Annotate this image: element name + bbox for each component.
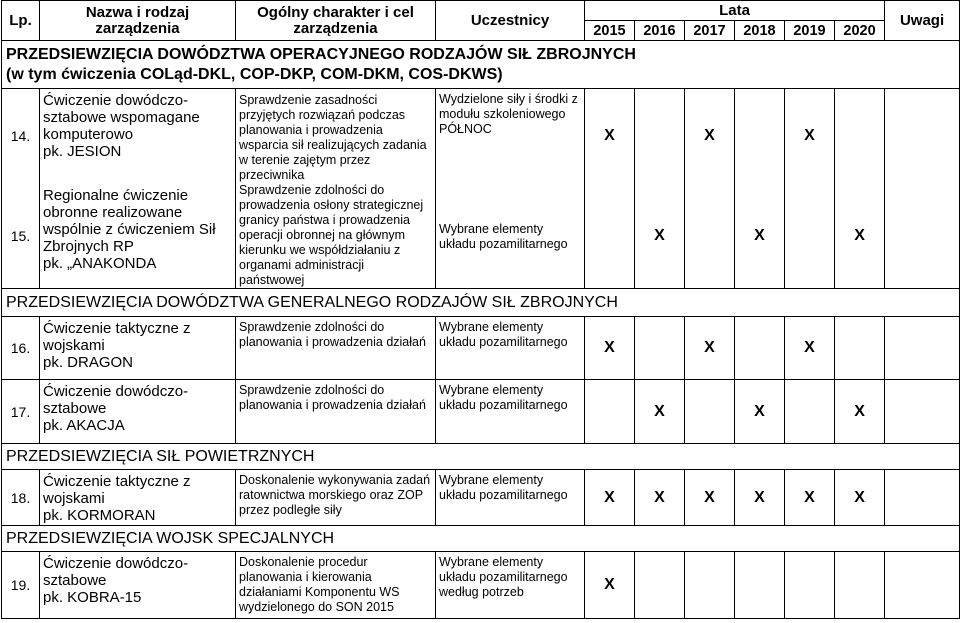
mark-2015 bbox=[585, 184, 635, 289]
table-row bbox=[2, 89, 960, 184]
row-codename: pk. KORMORAN bbox=[43, 507, 156, 524]
row-codename: pk. KOBRA-15 bbox=[43, 589, 142, 606]
row-name-text: Ćwiczenie dowódczo-sztabowe wspomagane komputerowo bbox=[43, 92, 200, 143]
mark-2020 bbox=[835, 317, 885, 380]
mark-2020: X bbox=[835, 184, 885, 289]
mark-2020: X bbox=[835, 380, 885, 444]
mark-2017 bbox=[685, 184, 735, 289]
year-2016: 2016 bbox=[635, 21, 685, 41]
row-description: Sprawdzenie zdolności do planowania i prowadzenia działań bbox=[236, 317, 436, 380]
header-notes: Uwagi bbox=[885, 1, 960, 41]
table-row bbox=[2, 380, 960, 444]
row-name bbox=[40, 552, 236, 619]
section-row bbox=[2, 41, 960, 89]
row-codename: pk. „ANAKONDA bbox=[43, 254, 157, 272]
row-name bbox=[40, 470, 236, 526]
row-description: Doskonalenie wykonywania zadań ratownictwa morskiego oraz ZOP przez podległe siły bbox=[236, 470, 436, 526]
section-title-cell bbox=[2, 41, 960, 89]
table-row bbox=[2, 552, 960, 619]
row-participants: Wybrane elementy układu pozamilitarnego według potrzeb bbox=[436, 552, 585, 619]
mark-2017: X bbox=[685, 470, 735, 526]
mark-2018: X bbox=[735, 470, 785, 526]
row-notes bbox=[885, 552, 960, 619]
section-title: PRZEDSIEWZIĘCIA DOWÓDZTWA GENERALNEGO RODZAJÓW SIŁ ZBROJNYCH bbox=[2, 289, 960, 317]
table-row bbox=[2, 317, 960, 380]
mark-2015: X bbox=[585, 317, 635, 380]
mark-2016 bbox=[635, 317, 685, 380]
section-title: PRZEDSIEWZIĘCIA DOWÓDZTWA OPERACYJNEGO RODZAJÓW SIŁ ZBROJNYCH bbox=[6, 45, 636, 63]
row-name-text: Ćwiczenie taktyczne z wojskami bbox=[43, 473, 191, 507]
mark-2019 bbox=[785, 552, 835, 619]
row-name bbox=[40, 89, 236, 184]
mark-2020: X bbox=[835, 470, 885, 526]
table-row bbox=[2, 470, 960, 526]
mark-2019: X bbox=[785, 89, 835, 184]
row-codename: pk. JESION bbox=[43, 143, 122, 160]
row-description bbox=[236, 89, 436, 289]
mark-2019: X bbox=[785, 470, 835, 526]
mark-2017 bbox=[685, 380, 735, 444]
row-notes bbox=[885, 470, 960, 526]
section-row bbox=[2, 289, 960, 317]
row-name-text: Ćwiczenie taktyczne z wojskami bbox=[43, 320, 191, 354]
mark-2018 bbox=[735, 317, 785, 380]
year-2020: 2020 bbox=[835, 21, 885, 41]
row-notes bbox=[885, 184, 960, 289]
row-name-text: Regionalne ćwiczenie obronne realizowane wspólnie z ćwiczeniem Sił Zbrojnych RP bbox=[43, 186, 216, 255]
header-years: Lata bbox=[585, 1, 885, 21]
row-participants: Wybrane elementy układu pozamilitarnego bbox=[436, 184, 585, 289]
header-character: Ogólny charakter i cel zarządzenia bbox=[236, 1, 436, 41]
mark-2017: X bbox=[685, 89, 735, 184]
mark-2018: X bbox=[735, 380, 785, 444]
mark-2015: X bbox=[585, 470, 635, 526]
row-participants: Wydzielone siły i środki z modułu szkoleniowego PÓŁNOC bbox=[436, 89, 585, 184]
row-participants: Wybrane elementy układu pozamilitarnego bbox=[436, 470, 585, 526]
table-row bbox=[2, 184, 960, 289]
row-notes bbox=[885, 89, 960, 184]
row-lp: 18. bbox=[2, 470, 40, 526]
row-participants: Wybrane elementy układu pozamilitarnego bbox=[436, 317, 585, 380]
mark-2017 bbox=[685, 552, 735, 619]
row-codename: pk. AKACJA bbox=[43, 417, 125, 434]
row-notes bbox=[885, 317, 960, 380]
header-row-1 bbox=[2, 1, 960, 21]
mark-2016: X bbox=[635, 380, 685, 444]
row-name bbox=[40, 317, 236, 380]
mark-2018 bbox=[735, 552, 785, 619]
row-participants: Wybrane elementy układu pozamilitarnego bbox=[436, 380, 585, 444]
header-participants: Uczestnicy bbox=[436, 1, 585, 41]
year-2018: 2018 bbox=[735, 21, 785, 41]
row-name-text: Ćwiczenie dowódczo-sztabowe bbox=[43, 555, 189, 589]
header-name: Nazwa i rodzaj zarządzenia bbox=[40, 1, 236, 41]
mark-2016: X bbox=[635, 184, 685, 289]
row-name-text: Ćwiczenie dowódczo-sztabowe bbox=[43, 383, 189, 417]
mark-2020 bbox=[835, 552, 885, 619]
mark-2020 bbox=[835, 89, 885, 184]
row-notes bbox=[885, 380, 960, 444]
mark-2015: X bbox=[585, 89, 635, 184]
header-lp: Lp. bbox=[2, 1, 40, 41]
row-name bbox=[40, 380, 236, 444]
mark-2018 bbox=[735, 89, 785, 184]
mark-2015 bbox=[585, 380, 635, 444]
mark-2015: X bbox=[585, 552, 635, 619]
row-description-15: Sprawdzenie zdolności do prowadzenia osłony strategicznej granicy państwa i prowadzenia operacji obronnej na głównym kierunku we współdziałaniu z organami administracji państwowej bbox=[239, 183, 424, 287]
plan-table bbox=[1, 0, 960, 619]
row-lp: 16. bbox=[2, 317, 40, 380]
row-lp: 17. bbox=[2, 380, 40, 444]
section-title: PRZEDSIEWZIĘCIA WOJSK SPECJALNYCH bbox=[2, 526, 960, 552]
mark-2016 bbox=[635, 552, 685, 619]
year-2017: 2017 bbox=[685, 21, 735, 41]
row-description-14: Sprawdzenie zasadności przyjętych rozwiązań podczas planowania i prowadzenia wsparcia sił realizujących zadania w terenie zajętym przez przeciwnika bbox=[239, 93, 427, 182]
year-2019: 2019 bbox=[785, 21, 835, 41]
mark-2016: X bbox=[635, 470, 685, 526]
year-2015: 2015 bbox=[585, 21, 635, 41]
section-subtitle: (w tym ćwiczenia COLąd-DKL, COP-DKP, COM-DKM, COS-DKWS) bbox=[6, 65, 503, 83]
section-row bbox=[2, 526, 960, 552]
row-description: Doskonalenie procedur planowania i kierowania działaniami Komponentu WS wydzielonego do SON 2015 bbox=[236, 552, 436, 619]
mark-2017: X bbox=[685, 317, 735, 380]
section-title: PRZEDSIEWZIĘCIA SIŁ POWIETRZNYCH bbox=[2, 444, 960, 470]
row-description: Sprawdzenie zdolności do planowania i prowadzenia działań bbox=[236, 380, 436, 444]
mark-2016 bbox=[635, 89, 685, 184]
mark-2018: X bbox=[735, 184, 785, 289]
row-lp: 15. bbox=[2, 184, 40, 289]
mark-2019: X bbox=[785, 317, 835, 380]
section-row bbox=[2, 444, 960, 470]
row-lp: 14. bbox=[2, 89, 40, 184]
row-name bbox=[40, 184, 236, 289]
row-codename: pk. DRAGON bbox=[43, 354, 134, 371]
row-lp: 19. bbox=[2, 552, 40, 619]
mark-2019 bbox=[785, 184, 835, 289]
mark-2019 bbox=[785, 380, 835, 444]
